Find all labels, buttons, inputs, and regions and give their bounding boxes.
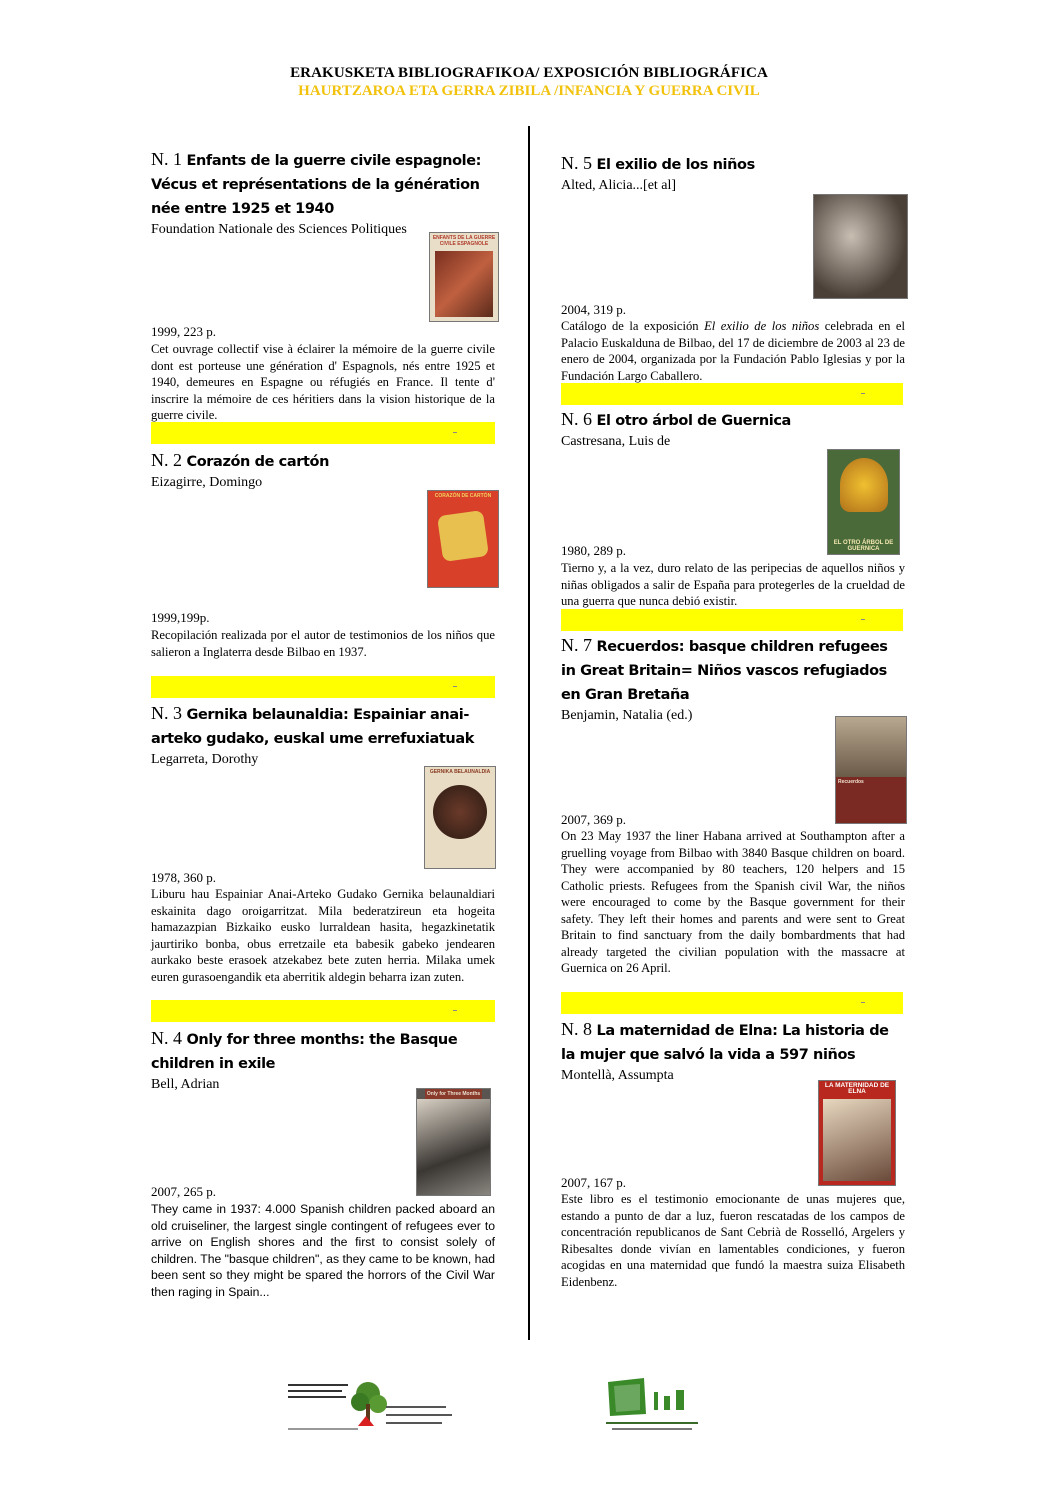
cover-photo <box>433 785 487 839</box>
book-number: N. 6 <box>561 409 592 429</box>
separator-bar <box>561 383 903 405</box>
book-author: Benjamin, Natalia (ed.) <box>561 708 693 723</box>
cover-photo <box>417 1099 490 1195</box>
book-number: N. 7 <box>561 635 592 655</box>
book-entry-8 <box>561 1018 905 1084</box>
book-author: Castresana, Luis de <box>561 434 671 449</box>
book-meta-5: 2004, 319 p. <box>561 302 626 317</box>
book-title <box>561 634 905 706</box>
separator-bar <box>151 1000 495 1022</box>
book-description-6: Tierno y, a la vez, duro relato de las peripecias de aquellos niños y niñas obligados a salir de España para protegerles de la crueldad de una guerra que nunca debió existir. <box>561 561 905 608</box>
logo-graphic <box>604 1376 704 1438</box>
book-author: Montellà, Assumpta <box>561 1068 674 1083</box>
separator-bar <box>151 676 495 698</box>
book-cover-4 <box>416 1088 491 1196</box>
header-subtitle: HAURTZAROA ETA GERRA ZIBILA /INFANCIA Y GUERRA CIVIL <box>298 83 760 99</box>
book-description-8: Este libro es el testimonio emocionante de unas mujeres que, estando a punto de dar a luz, fueron rescatadas de los campos de concentración republicanos de Sant Cebrià de Rosselló, Argelers y Ribesaltes donde vivían en lamentables condiciones, y fueron acogidas en una maternidad que fundó la maestra suiza Elisabeth Eidenbenz. <box>561 1192 905 1289</box>
book-title <box>561 152 905 176</box>
book-author: Bell, Adrian <box>151 1077 220 1092</box>
book-meta-7: 2007, 369 p. <box>561 812 626 827</box>
book-meta-6: 1980, 289 p. <box>561 543 626 558</box>
header-title: ERAKUSKETA BIBLIOGRAFIKOA/ EXPOSICIÓN BIBLIOGRÁFICA <box>290 65 768 81</box>
logo-graphic <box>288 1376 458 1436</box>
book-entry-2 <box>151 449 495 491</box>
book-cover-5 <box>813 194 908 299</box>
cover-title: GERNIKA BELAUNALDIA <box>429 769 491 775</box>
cover-title: EL OTRO ÁRBOL DE GUERNICA <box>833 540 894 552</box>
book-number: N. 1 <box>151 149 182 169</box>
book-title <box>151 449 495 473</box>
book-author: Alted, Alicia...[et al] <box>561 178 677 193</box>
cover-photo <box>840 458 888 512</box>
separator-bar <box>561 609 903 631</box>
book-number: N. 3 <box>151 703 182 723</box>
book-meta-8: 2007, 167 p. <box>561 1175 626 1190</box>
desc-emphasis: El exilio de los niños <box>704 319 820 333</box>
book-title-text: Corazón de cartón <box>186 454 330 470</box>
book-description-5 <box>561 318 905 384</box>
cover-title: ENFANTS DE LA GUERRE CIVILE ESPAGNOLE <box>432 235 496 247</box>
book-number: N. 5 <box>561 153 592 173</box>
book-cover-1 <box>429 232 499 322</box>
book-cover-3 <box>424 766 496 869</box>
book-cover-6 <box>827 449 900 555</box>
book-author: Legarreta, Dorothy <box>151 752 259 767</box>
cover-title: LA MATERNIDAD DE ELNA <box>824 1082 890 1095</box>
cover-photo <box>823 1099 891 1181</box>
desc-text: celebrada en el Palacio Euskalduna de Bilbao, del 17 de diciembre de 2003 al 23 de enero de 2004, organizada por la Fundación Pablo Iglesias y por la Fundación Largo Caballero. <box>561 319 905 383</box>
book-title-text: Recuerdos: basque children refugees in Great Britain= Niños vascos refugiados en Gran Bretaña <box>561 639 888 703</box>
book-author: Foundation Nationale des Sciences Politiques <box>151 222 407 237</box>
cover-photo <box>836 717 906 777</box>
book-title-text: Enfants de la guerre civile espagnole: Vécus et représentations de la génération née entre 1925 et 1940 <box>151 153 482 217</box>
book-meta-1: 1999, 223 p. <box>151 324 216 339</box>
book-title-text: La maternidad de Elna: La historia de la mujer que salvó la vida a 597 niños <box>561 1023 889 1063</box>
cover-title: Only for Three Months <box>426 1091 481 1097</box>
book-title-text: Gernika belaunaldia: Espainiar anai-arteko gudako, euskal ume errefuxiatuak <box>151 707 474 747</box>
book-cover-2 <box>427 490 499 588</box>
book-meta-4: 2007, 265 p. <box>151 1184 216 1199</box>
book-meta-3: 1978, 360 p. <box>151 870 216 885</box>
book-title <box>151 148 495 220</box>
book-title <box>151 702 495 750</box>
book-entry-3 <box>151 702 495 768</box>
book-description-2: Recopilación realizada por el autor de testimonios de los niños que salieron a Inglaterra desde Bilbao en 1937. <box>151 628 495 659</box>
cover-title: CORAZÓN DE CARTÓN <box>434 493 492 499</box>
book-title-text: Only for three months: the Basque children in exile <box>151 1032 458 1072</box>
cover-photo <box>437 510 489 562</box>
book-number: N. 4 <box>151 1028 182 1048</box>
book-entry-5 <box>561 152 905 194</box>
book-entry-7 <box>561 634 905 724</box>
book-title <box>561 1018 905 1066</box>
book-number: N. 2 <box>151 450 182 470</box>
book-title <box>151 1027 495 1075</box>
book-number: N. 8 <box>561 1019 592 1039</box>
book-description-7: On 23 May 1937 the liner Habana arrived at Southampton after a gruelling voyage from Bilbao with 3840 Basque children on board. They were accompanied by 80 teachers, 120 helpers and 15 Catholic priests. Refugees from the Spanish civil War, the niños were encouraged to come by the Basque government for their safety. They left their homes and parents and were sent to Great Britain to find sanctuary from the daily bombardments that had already targeted the civilian population with the massacre at Guernica on 26 April. <box>561 829 905 975</box>
separator-bar <box>561 992 903 1014</box>
desc-text: Catálogo de la exposición <box>561 319 705 333</box>
book-author: Eizagirre, Domingo <box>151 475 263 490</box>
book-title <box>561 408 905 432</box>
book-description-4: They came in 1937: 4.000 Spanish children packed aboard an old cruiseliner, the largest single contingent of refugees ever to arrive on English shores and the first to consist solely of children. The "basque children", as they came to be known, had been sent so they might be spared the horrors of the Civil War then raging in Spain... <box>151 1202 495 1299</box>
book-description-3: Liburu hau Espainiar Anai-Arteko Gudako Gernika belaunaldiari eskainita dago oroigarritzat. Mila bederatzireun eta hogeita hamazazpian Bizkaiko eusko lurraldean hasita, hegazkinetatik jaurtiriko bonba, obus erretzaile eta babesik gabeko jendearen aurkako beste erasoek atzekabez bete zuten herria. Milaka umek euren gurasoengandik eta aberritik aldegin beharra izan zuten. <box>151 887 495 984</box>
book-cover-8 <box>818 1080 896 1186</box>
book-entry-1 <box>151 148 495 238</box>
book-title-text: El otro árbol de Guernica <box>596 413 791 429</box>
separator-bar <box>151 422 495 444</box>
book-entry-4 <box>151 1027 495 1093</box>
peace-museum-logo <box>604 1376 704 1438</box>
book-title-text: El exilio de los niños <box>596 157 755 173</box>
cover-photo <box>435 251 493 317</box>
book-description-1: Cet ouvrage collectif vise à éclairer la mémoire de la guerre civile dont est porteuse une génération d' Espagnols, nés entre 1925 et 1940, demeures en Espagne ou réfugiés en France. Il tente d' inscrire la mémoire de ces héritiers dans la vision historique de la guerre civile. <box>151 342 495 422</box>
cover-photo <box>814 195 907 298</box>
book-entry-6 <box>561 408 905 450</box>
column-divider <box>528 126 530 1340</box>
book-meta-2: 1999,199p. <box>151 610 210 625</box>
cover-title: Recuerdos <box>838 779 864 785</box>
book-cover-7 <box>835 716 907 824</box>
documentation-centre-logo <box>288 1376 458 1436</box>
page-header <box>0 64 1058 100</box>
